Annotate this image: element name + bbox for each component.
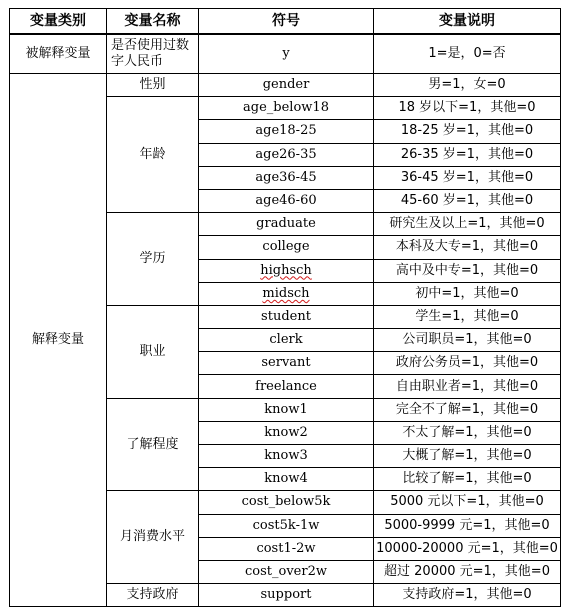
symbol-text: gender [262, 77, 310, 93]
symbol-text: graduate [256, 216, 316, 232]
symbol-text: midsch [262, 285, 310, 301]
symbol-cell [199, 236, 374, 259]
symbol-text: support [260, 587, 312, 603]
symbol-cell [199, 329, 374, 352]
symbol-cell: y [199, 34, 374, 74]
variable-name-cell: 月消费水平 [107, 491, 199, 584]
description-cell: 26-35 岁=1，其他=0 [374, 143, 561, 166]
symbol-cell [199, 305, 374, 328]
variable-name-cell: 学历 [107, 213, 199, 306]
symbol-cell [199, 584, 374, 607]
description-cell: 18 岁以下=1，其他=0 [374, 97, 561, 120]
description-cell: 不太了解=1，其他=0 [374, 421, 561, 444]
symbol-text: college [262, 239, 310, 255]
header-symbol: 符号 [199, 9, 374, 35]
symbol-text: cost1-2w [256, 540, 316, 556]
description-cell: 5000-9999 元=1，其他=0 [374, 514, 561, 537]
header-description: 变量说明 [374, 9, 561, 35]
symbol-cell [199, 468, 374, 491]
variable-name-cell: 了解程度 [107, 398, 199, 491]
symbol-text: know3 [264, 448, 308, 464]
header-row [10, 9, 561, 35]
variable-name-cell: 性别 [107, 74, 199, 97]
variable-name-cell: 是否使用过数字人民币 [107, 34, 199, 74]
symbol-text: know2 [264, 424, 308, 440]
symbol-cell [199, 560, 374, 583]
symbol-text: age36-45 [255, 169, 317, 185]
symbol-cell [199, 189, 374, 212]
symbol-cell [199, 74, 374, 97]
symbol-cell [199, 352, 374, 375]
description-cell: 完全不了解=1，其他=0 [374, 398, 561, 421]
description-cell: 36-45 岁=1，其他=0 [374, 166, 561, 189]
description-cell: 学生=1，其他=0 [374, 305, 561, 328]
symbol-text: age26-35 [255, 146, 317, 162]
description-cell: 本科及大专=1，其他=0 [374, 236, 561, 259]
symbol-text: cost_over2w [245, 564, 327, 580]
symbol-cell [199, 120, 374, 143]
header-category: 变量类别 [10, 9, 107, 35]
symbol-cell [199, 282, 374, 305]
description-cell: 大概了解=1，其他=0 [374, 445, 561, 468]
symbol-cell [199, 143, 374, 166]
symbol-cell [199, 213, 374, 236]
symbol-text: know1 [264, 401, 308, 417]
description-cell: 男=1，女=0 [374, 74, 561, 97]
description-cell: 18-25 岁=1，其他=0 [374, 120, 561, 143]
symbol-text: age_below18 [243, 100, 329, 116]
table-body [10, 34, 561, 607]
symbol-cell [199, 398, 374, 421]
symbol-text: freelance [255, 378, 317, 394]
symbol-text: student [261, 308, 311, 324]
variable-name-cell: 支持政府 [107, 584, 199, 607]
symbol-cell [199, 259, 374, 282]
description-cell: 政府公务员=1，其他=0 [374, 352, 561, 375]
header-name: 变量名称 [107, 9, 199, 35]
symbol-cell [199, 445, 374, 468]
description-cell: 支持政府=1，其他=0 [374, 584, 561, 607]
symbol-text: age46-60 [255, 193, 317, 209]
symbol-text: cost5k-1w [252, 517, 320, 533]
description-cell: 研究生及以上=1，其他=0 [374, 213, 561, 236]
symbol-cell [199, 421, 374, 444]
category-cell: 被解释变量 [10, 34, 107, 74]
variable-name-cell: 职业 [107, 305, 199, 398]
category-cell: 解释变量 [10, 74, 107, 607]
symbol-text: clerk [269, 332, 303, 348]
symbol-cell [199, 514, 374, 537]
symbol-text: highsch [260, 262, 312, 278]
description-cell: 自由职业者=1，其他=0 [374, 375, 561, 398]
table-row [10, 34, 561, 74]
symbol-cell [199, 166, 374, 189]
symbol-cell [199, 97, 374, 120]
symbol-text: age18-25 [255, 123, 317, 139]
symbol-cell [199, 491, 374, 514]
variable-name-cell: 年龄 [107, 97, 199, 213]
description-cell: 公司职员=1，其他=0 [374, 329, 561, 352]
table-row [10, 74, 561, 97]
variable-table [9, 8, 561, 607]
symbol-text: servant [261, 355, 311, 371]
description-cell: 比较了解=1，其他=0 [374, 468, 561, 491]
description-cell: 超过 20000 元=1，其他=0 [374, 560, 561, 583]
symbol-cell [199, 375, 374, 398]
description-cell: 5000 元以下=1，其他=0 [374, 491, 561, 514]
description-cell: 高中及中专=1，其他=0 [374, 259, 561, 282]
description-cell: 45-60 岁=1，其他=0 [374, 189, 561, 212]
description-cell: 1=是，0=否 [374, 34, 561, 74]
symbol-text: cost_below5k [241, 494, 331, 510]
symbol-text: know4 [264, 471, 308, 487]
description-cell: 10000-20000 元=1，其他=0 [374, 537, 561, 560]
symbol-cell [199, 537, 374, 560]
description-cell: 初中=1，其他=0 [374, 282, 561, 305]
